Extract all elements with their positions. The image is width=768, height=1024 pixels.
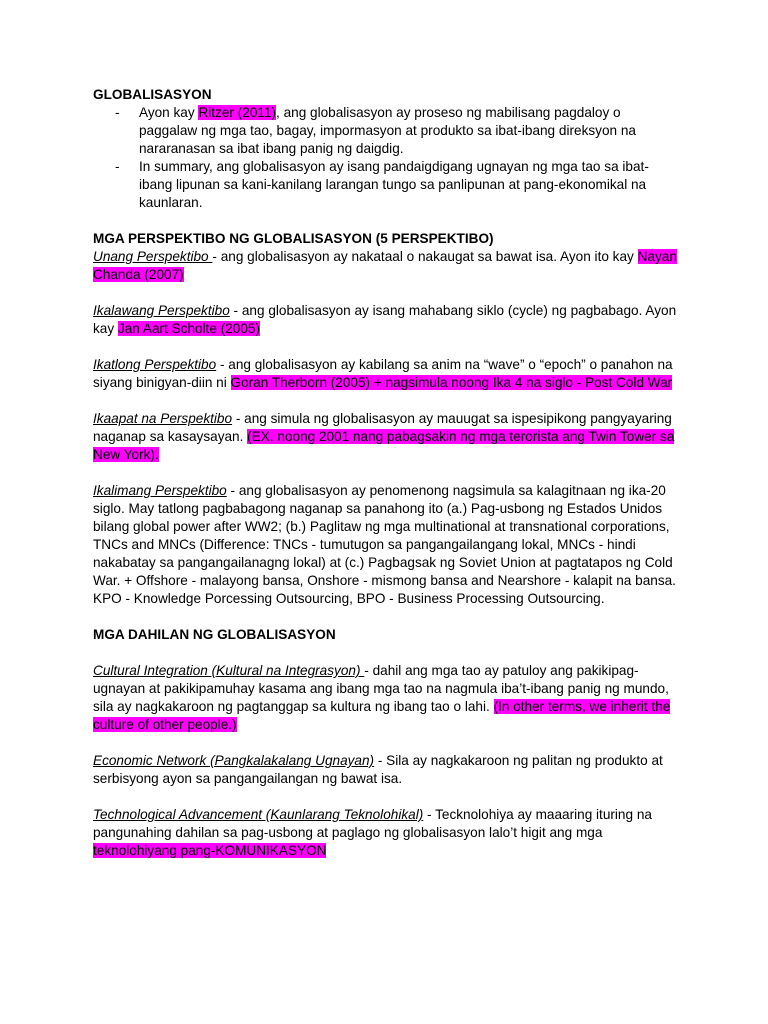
dahilan-1-text: - dahil ang mga tao ay patuloy ang pakikipag-ugnayan at pakikipamuhay kasama ang ibang mga tao na nagmula iba’t-ibang panig ng mundo, sila ay nagkakaroon ng pagtanggap sa kultura ng ibang tao o lahi. xyxy=(93,663,669,714)
dahilan-2-term: Economic Network (Pangkalakalang Ugnayan) xyxy=(93,753,375,768)
perspektibo-4-text: - ang simula ng globalisasyon ay mauugat sa ispesipikong pangyayaring naganap sa kasaysayan. xyxy=(93,411,672,444)
perspektibo-1-term: Unang Perspektibo xyxy=(93,249,213,264)
perspektibo-4 xyxy=(93,410,678,464)
dahilan-1-term: Cultural Integration (Kultural na Integrasyon) xyxy=(93,663,365,678)
perspektibo-3-term: Ikatlong Perspektibo xyxy=(93,357,217,372)
dahilan-3 xyxy=(93,806,678,860)
perspektibo-5 xyxy=(93,482,678,608)
bullet-dash: - xyxy=(115,159,120,174)
intro-item-1-text xyxy=(139,104,678,158)
dahilan-3-term: Technological Advancement (Kaunlarang Teknolohikal) xyxy=(93,807,424,822)
perspektibo-4-term: Ikaapat na Perspektibo xyxy=(93,411,233,426)
perspektibo-2-term: Ikalawang Perspektibo xyxy=(93,303,230,318)
highlight-ritzer: Ritzer (2011) xyxy=(198,105,277,120)
intro-item-2 xyxy=(93,158,678,212)
perspektibo-4-highlight: (EX. noong 2001 nang pabagsakin ng mga terorista ang Twin Tower sa New York). xyxy=(93,429,675,462)
intro-item-1 xyxy=(93,104,678,158)
perspektibo-heading: MGA PERSPEKTIBO NG GLOBALISASYON (5 PERSPEKTIBO) xyxy=(93,231,494,246)
perspektibo-3-text: - ang globalisasyon ay kabilang sa anim na “wave” o “epoch” o panahon na siyang binigyan-diin ni xyxy=(93,357,673,390)
dahilan-1 xyxy=(93,662,678,734)
dahilan-3-text: - Tecknolohiya ay maaaring ituring na pangunahing dahilan sa pag-usbong at paglago ng globalisasyon lalo’t higit ang mga xyxy=(93,807,652,840)
perspektibo-2 xyxy=(93,302,678,338)
perspektibo-1-highlight: Nayan Chanda (2007) xyxy=(93,249,677,282)
bullet-dash: - xyxy=(115,105,120,120)
dahilan-heading: MGA DAHILAN NG GLOBALISASYON xyxy=(93,627,336,642)
document-page xyxy=(93,86,678,860)
intro-item-1-pre: Ayon kay xyxy=(139,105,199,120)
dahilan-2-text: - Sila ay nagkakaroon ng palitan ng produkto at serbisyong ayon sa pangangailangan ng bawat isa. xyxy=(93,753,663,786)
dahilan-3-highlight: teknolohiyang pang-KOMUNIKASYON xyxy=(93,843,327,858)
intro-item-2-text: In summary, ang globalisasyon ay isang pandaigdigang ugnayan ng mga tao sa ibat-ibang lipunan sa kani-kanilang larangan tungo sa panlipunan at pang-ekonomikal na kaunlaran. xyxy=(139,159,649,210)
dahilan-2 xyxy=(93,752,678,788)
perspektibo-3-highlight: Goran Therborn (2005) + nagsimula noong Ika 4 na siglo - Post Cold War xyxy=(230,375,673,390)
doc-title: GLOBALISASYON xyxy=(93,87,212,102)
intro-item-1-post: , ang globalisasyon ay proseso ng mabilisang pagdaloy o paggalaw ng mga tao, bagay, impormasyon at produkto sa ibat-ibang direksyon na nararanasan sa ibat ibang panig ng daigdig. xyxy=(139,105,636,156)
perspektibo-2-text: - ang globalisasyon ay isang mahabang siklo (cycle) ng pagbabago. Ayon kay xyxy=(93,303,677,336)
perspektibo-3 xyxy=(93,356,678,392)
perspektibo-1 xyxy=(93,248,678,284)
perspektibo-5-text: - ang globalisasyon ay penomenong nagsimula sa kalagitnaan ng ika-20 siglo. May tatlong pagbabagong naganap sa panahong ito (a.) Pag-usbong ng Estados Unidos bilang global power after WW2; (b.) Paglitaw ng mga multinational at transnational corporations, TNCs and MNCs (Difference: TNCs - tumutugon sa pangangailangang lokal, MNCs - hindi nakabatay sa pangangailanagng lokal) at (c.) Pagbagsak ng Soviet Union at pagtatapos ng Cold War. + Offshore - malayong bansa, Onshore - mismong bansa and Nearshore - kalapit na bansa. KPO - Knowledge Porcessing Outsourcing, BPO - Business Processing Outsourcing. xyxy=(93,483,676,606)
dahilan-1-highlight: (In other terms, we inherit the culture of other people.) xyxy=(93,699,671,732)
perspektibo-2-highlight: Jan Aart Scholte (2005) xyxy=(117,321,261,336)
perspektibo-1-text: - ang globalisasyon ay nakataal o nakaugat sa bawat isa. Ayon ito kay xyxy=(212,249,638,264)
perspektibo-5-term: Ikalimang Perspektibo xyxy=(93,483,227,498)
